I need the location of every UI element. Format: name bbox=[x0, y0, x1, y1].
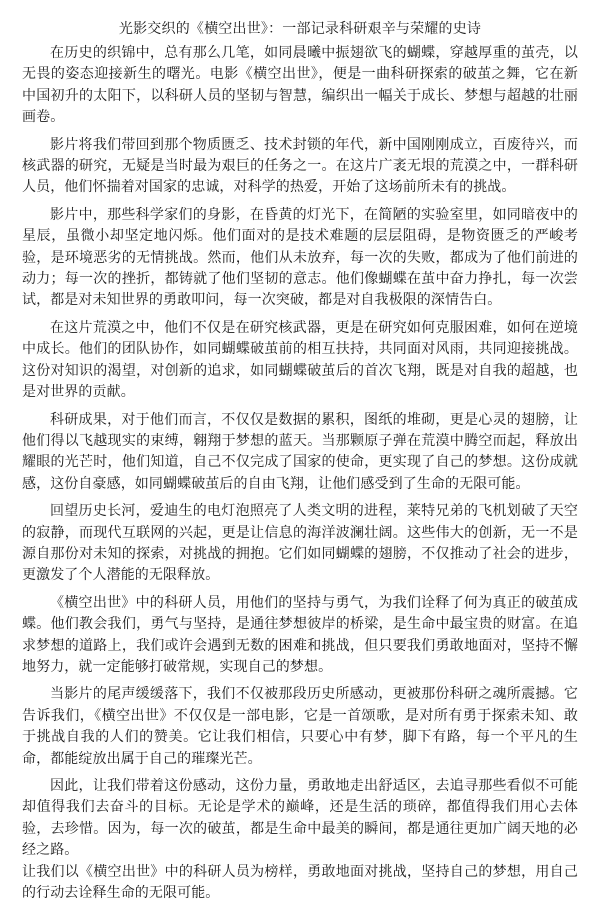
paragraph: 当影片的尾声缓缓落下，我们不仅被那段历史所感动，更被那份科研之魂所震撼。它告诉我们，《横空出世》不仅仅是一部电影，它是一首颂歌，是对所有勇于探索未知、敢于挑战自我的人们的赞美。它让我们相信，只要心中有梦，脚下有路，每一个平凡的生命，都能绽放出属于自己的璀璨光芒。 bbox=[22, 686, 578, 767]
paragraph: 因此，让我们带着这份感动，这份力量，勇敢地走出舒适区，去追寻那些看似不可能却值得我们去奋斗的目标。无论是学术的巅峰，还是生活的琐碎，都值得我们用心去体验，去珍惜。因为，每一次的破茧，都是生命中最美的瞬间，都是通往更加广阔天地的必经之路。 bbox=[22, 778, 578, 859]
document-title: 光影交织的《横空出世》：一部记录科研艰辛与荣耀的史诗 bbox=[118, 21, 482, 37]
paragraph: 在历史的织锦中，总有那么几笔，如同晨曦中振翅欲飞的蝴蝶，穿越厚重的茧壳，以无畏的姿态迎接新生的曙光。电影《横空出世》，便是一曲科研探索的破茧之舞，它在新中国初升的太阳下，以科研人员的坚韧与智慧，编织出一幅关于成长、梦想与超越的壮丽画卷。 bbox=[22, 45, 578, 126]
paragraph: 回望历史长河，爱迪生的电灯泡照亮了人类文明的进程，莱特兄弟的飞机划破了天空的寂静，而现代互联网的兴起，更是让信息的海洋波澜壮阔。这些伟大的创新，无一不是源自那份对未知的探索，对挑战的拥抱。它们如同蝴蝶的翅膀，不仅推动了社会的进步，更激发了个人潜能的无限释放。 bbox=[22, 503, 578, 584]
paragraph: 让我们以《横空出世》中的科研人员为榜样，勇敢地面对挑战，坚持自己的梦想，用自己的行动去诠释生命的无限可能。 bbox=[22, 863, 578, 902]
paragraph: 《横空出世》中的科研人员，用他们的坚持与勇气，为我们诠释了何为真正的破茧成蝶。他们教会我们，勇气与坚持，是通往梦想彼岸的桥梁，是生命中最宝贵的财富。在追求梦想的道路上，我们或许会遇到无数的困难和挑战，但只要我们勇敢地面对，坚持不懈地努力，就一定能够打破常规，实现自己的梦想。 bbox=[22, 594, 578, 675]
paragraph: 影片中，那些科学家们的身影，在昏黄的灯光下，在简陋的实验室里，如同暗夜中的星辰，虽微小却坚定地闪烁。他们面对的是技术难题的层层阻碍，是物资匮乏的严峻考验，是环境恶劣的无情挑战。然而，他们从未放弃，每一次的失败，都成为了他们前进的动力；每一次的挫折，都铸就了他们坚韧的意志。他们像蝴蝶在茧中奋力挣扎，每一次尝试，都是对未知世界的勇敢叩问，每一次突破，都是对自我极限的深情告白。 bbox=[22, 206, 578, 309]
paragraph: 科研成果，对于他们而言，不仅仅是数据的累积，图纸的堆砌，更是心灵的翅膀，让他们得以飞越现实的束缚，翱翔于梦想的蓝天。当那颗原子弹在荒漠中腾空而起，释放出耀眼的光芒时，他们知道，自己不仅完成了国家的使命，更实现了自己的梦想。这份成就感，这份自豪感，如同蝴蝶破茧后的自由飞翔，让他们感受到了生命的无限可能。 bbox=[22, 411, 578, 492]
paragraph: 在这片荒漠之中，他们不仅是在研究核武器，更是在研究如何克服困难，如何在逆境中成长。他们的团队协作，如同蝴蝶破茧前的相互扶持，共同面对风雨，共同迎接挑战。这份对知识的渴望，对创新的追求，如同蝴蝶破茧后的首次飞翔，既是对自我的超越，也是对世界的贡献。 bbox=[22, 319, 578, 401]
paragraph: 影片将我们带回到那个物质匮乏、技术封锁的年代，新中国刚刚成立，百废待兴，而核武器的研究，无疑是当时最为艰巨的任务之一。在这片广袤无垠的荒漠之中，一群科研人员，他们怀揣着对国家的忠诚，对科学的热爱，开始了这场前所未有的挑战。 bbox=[22, 136, 578, 196]
